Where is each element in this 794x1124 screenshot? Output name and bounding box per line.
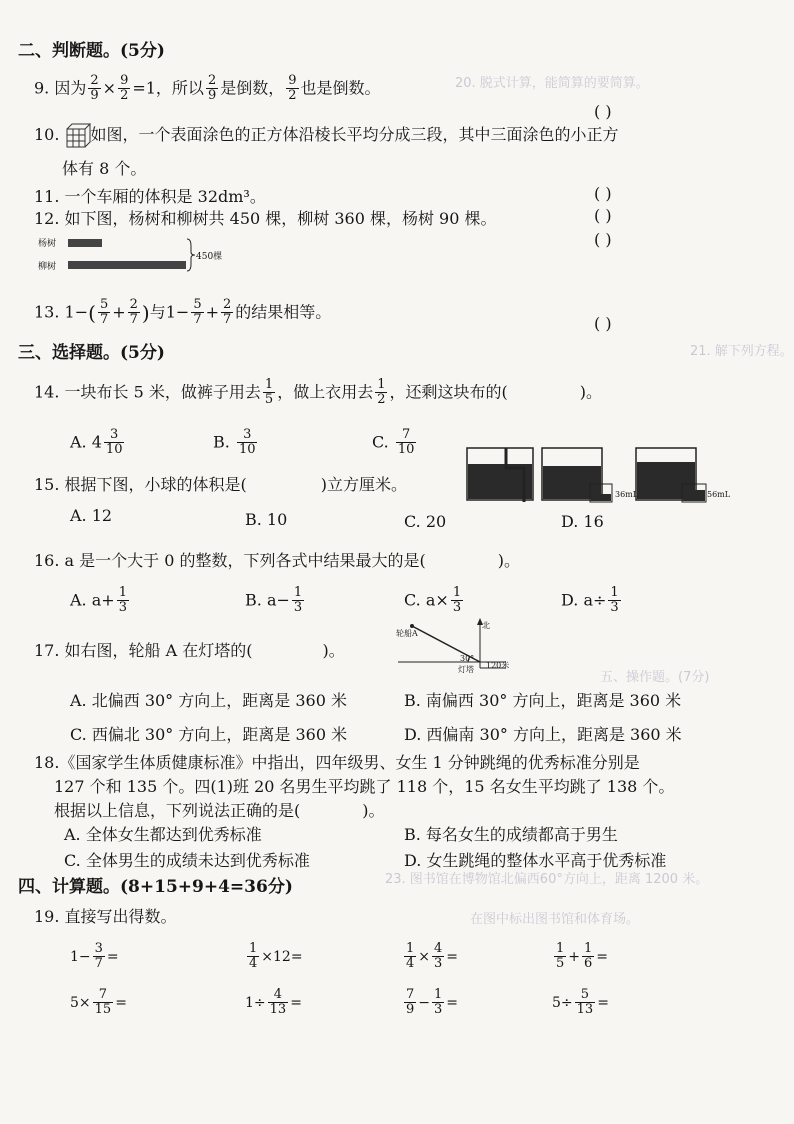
option-d[interactable]: D. a÷ $\frac{1}{3}$ bbox=[561, 585, 619, 616]
option-a[interactable]: A. 12 bbox=[70, 506, 113, 525]
volume-label: 36mL bbox=[615, 490, 639, 499]
bar-yang bbox=[68, 239, 102, 247]
option-a[interactable]: A. 4 $\frac{3}{10}$ bbox=[70, 427, 123, 458]
option-d[interactable]: D. 西偏南 30° 方向上，距离是 360 米 bbox=[404, 725, 682, 744]
option-b[interactable]: B. $\frac{3}{10}$ bbox=[213, 427, 256, 458]
question-19: 19. 直接写出得数。 bbox=[34, 907, 177, 926]
calc-item[interactable]: 5÷ $\frac{5}{13}$ = bbox=[552, 987, 609, 1018]
answer-paren[interactable]: ( ) bbox=[594, 102, 612, 121]
question-9: 9. 因为 $\frac{2}{9}$ × $\frac{9}{2}$ =1，所以 $\frac{2}{9}$ 是倒数， $\frac{9}{2}$ 也是倒数。 bbox=[34, 73, 381, 104]
bleed-text: 21. 解下列方程。 bbox=[690, 344, 793, 359]
distance-label: 120米 bbox=[486, 661, 510, 670]
question-10: 10. 如图，一个表面涂色的正方体沿棱长平均分成三段，其中三面涂色的小正方 bbox=[34, 122, 619, 149]
angle-label: 30° bbox=[460, 654, 475, 663]
ship-label: 轮船A bbox=[396, 629, 418, 638]
bleed-text: 20. 脱式计算，能简算的要简算。 bbox=[455, 76, 649, 91]
water-containers-diagram bbox=[466, 444, 722, 506]
question-14: 14. 一块布长 5 米，做裤子用去 $\frac{1}{5}$ ，做上衣用去 $\frac{1}{2}$ ，还剩这块布的( )。 bbox=[34, 377, 602, 408]
option-a[interactable]: A. 北偏西 30° 方向上，距离是 360 米 bbox=[70, 691, 347, 710]
question-10-cont: 体有 8 个。 bbox=[62, 159, 147, 178]
north-label: 北 bbox=[482, 621, 490, 630]
option-c[interactable]: C. 西偏北 30° 方向上，距离是 360 米 bbox=[70, 725, 348, 744]
calc-item[interactable]: 1÷ $\frac{4}{13}$ = bbox=[245, 987, 302, 1018]
brace-label: 450棵 bbox=[196, 252, 223, 262]
bleed-text: 在图中标出图书馆和体育场。 bbox=[470, 912, 640, 927]
calc-item[interactable]: $\frac{1}{4}$ × $\frac{4}{3}$ = bbox=[406, 941, 459, 972]
question-11: 11. 一个车厢的体积是 32dm³。 bbox=[34, 187, 266, 206]
option-c[interactable]: C. $\frac{7}{10}$ bbox=[372, 427, 415, 458]
tower-label: 灯塔 bbox=[458, 665, 474, 674]
volume-label: 56mL bbox=[707, 490, 731, 499]
option-b[interactable]: B. 南偏西 30° 方向上，距离是 360 米 bbox=[404, 691, 682, 710]
brace-icon bbox=[186, 238, 196, 272]
option-c[interactable]: C. a× $\frac{1}{3}$ bbox=[404, 585, 462, 616]
section-title: 三、选择题。(5分) bbox=[18, 343, 165, 363]
label-liu: 柳树 bbox=[38, 262, 57, 272]
calc-item[interactable]: $\frac{1}{5}$ + $\frac{1}{6}$ = bbox=[556, 941, 609, 972]
option-a[interactable]: A. 全体女生都达到优秀标准 bbox=[64, 825, 262, 844]
calc-item[interactable]: 5× $\frac{7}{15}$ = bbox=[70, 987, 127, 1018]
question-18-line2: 127 个和 135 个。四(1)班 20 名男生平均跳了 118 个，15 名女生平均跳了 138 个。 bbox=[54, 777, 675, 796]
label-yang: 杨树 bbox=[38, 239, 57, 249]
bar-liu bbox=[68, 261, 186, 269]
answer-paren[interactable]: ( ) bbox=[594, 184, 612, 203]
calc-item[interactable]: $\frac{7}{9}$ − $\frac{1}{3}$ = bbox=[406, 987, 459, 1018]
option-a[interactable]: A. a+ $\frac{1}{3}$ bbox=[70, 585, 127, 616]
section-title: 四、计算题。(8+15+9+4=36分) bbox=[18, 877, 293, 897]
answer-paren[interactable]: ( ) bbox=[594, 206, 612, 225]
option-c[interactable]: C. 20 bbox=[404, 512, 447, 531]
answer-paren[interactable]: ( ) bbox=[594, 230, 612, 249]
question-15: 15. 根据下图，小球的体积是( )立方厘米。 bbox=[34, 475, 408, 494]
answer-paren[interactable]: ( ) bbox=[594, 314, 612, 333]
option-b[interactable]: B. 每名女生的成绩都高于男生 bbox=[404, 825, 618, 844]
calc-item[interactable]: $\frac{1}{4}$ ×12= bbox=[249, 941, 303, 972]
section-title: 二、判断题。(5分) bbox=[18, 41, 165, 61]
question-12: 12. 如下图，杨树和柳树共 450 棵，柳树 360 棵，杨树 90 棵。 bbox=[34, 209, 497, 228]
option-d[interactable]: D. 16 bbox=[561, 512, 604, 531]
cube-icon bbox=[65, 123, 91, 149]
option-b[interactable]: B. 10 bbox=[245, 510, 288, 529]
bleed-text: 23. 图书馆在博物馆北偏西60°方向上，距离 1200 米。 bbox=[385, 872, 709, 887]
calc-item[interactable]: 1− $\frac{3}{7}$ = bbox=[70, 941, 119, 972]
option-d[interactable]: D. 女生跳绳的整体水平高于优秀标准 bbox=[404, 851, 667, 870]
bleed-text: 五、操作题。(7分) bbox=[600, 670, 710, 685]
option-b[interactable]: B. a− $\frac{1}{3}$ bbox=[245, 585, 303, 616]
question-18: 18.《国家学生体质健康标准》中指出，四年级男、女生 1 分钟跳绳的优秀标准分别是 bbox=[34, 753, 640, 772]
option-c[interactable]: C. 全体男生的成绩未达到优秀标准 bbox=[64, 851, 310, 870]
question-16: 16. a 是一个大于 0 的整数，下列各式中结果最大的是( )。 bbox=[34, 551, 521, 570]
question-18-line3: 根据以上信息，下列说法正确的是( )。 bbox=[54, 801, 385, 820]
question-13: 13. 1−( $\frac{5}{7}$ + $\frac{2}{7}$ )与1− $\frac{5}{7}$ + $\frac{2}{7}$ 的结果相等。 bbox=[34, 297, 332, 328]
question-17: 17. 如右图，轮船 A 在灯塔的( )。 bbox=[34, 641, 345, 660]
